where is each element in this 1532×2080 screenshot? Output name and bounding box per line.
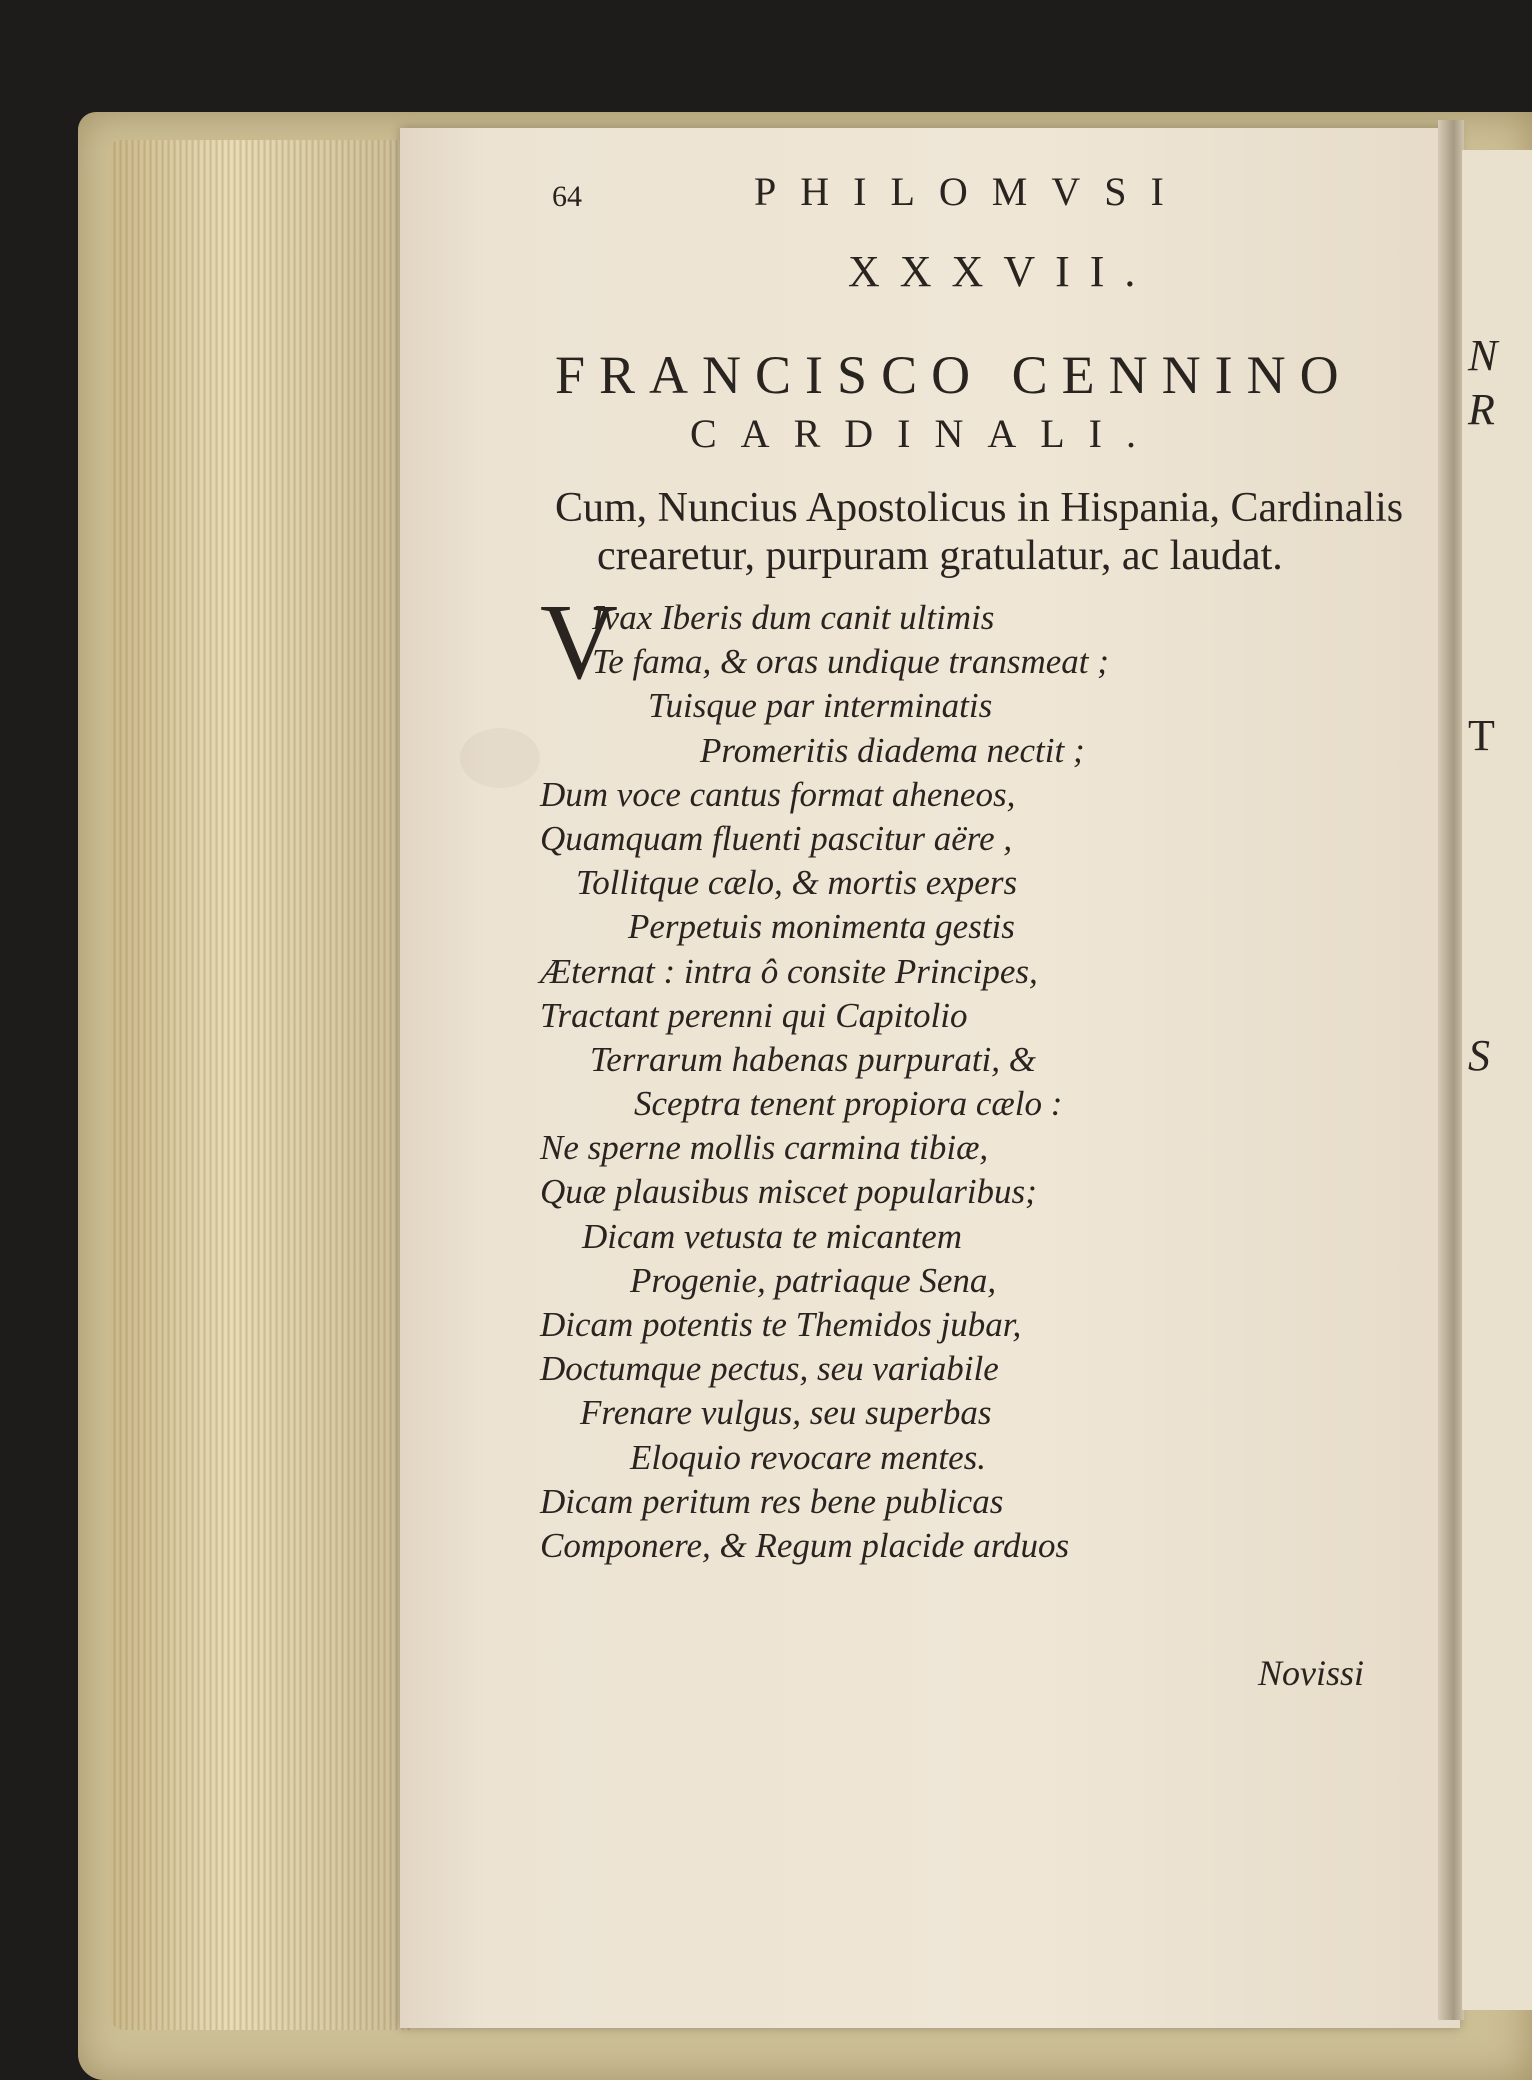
verse-line: Quæ plausibus miscet popularibus; <box>540 1172 1037 1212</box>
facing-page-fragment: R <box>1468 385 1495 434</box>
verse-line: Dicam peritum res bene publicas <box>540 1481 1004 1521</box>
book-page <box>400 128 1460 2028</box>
verse-line: Ivax Iberis dum canit ultimis <box>592 598 995 637</box>
verse-line: Terrarum habenas purpurati, & <box>590 1039 1036 1079</box>
page-stain <box>460 728 540 788</box>
verse-line: Dicam vetusta te micantem <box>582 1216 963 1256</box>
verse-line: Quamquam fluenti pascitur aëre , <box>540 818 1013 858</box>
verse-line: Frenare vulgus, seu superbas <box>580 1393 992 1433</box>
verse-line: Promeritis diadema nectit ; <box>700 730 1085 770</box>
facing-page-fragment: S <box>1468 1031 1490 1080</box>
page-edges-shadow <box>110 140 410 2030</box>
verse-line: Doctumque pectus, seu variabile <box>540 1349 999 1389</box>
argument-line: crearetur, purpuram gratulatur, ac laudat. <box>597 533 1283 579</box>
running-title: PHILOMVSI <box>754 169 1188 214</box>
verse-line: Eloquio revocare mentes. <box>630 1437 987 1477</box>
poem-number: XXXVII. <box>848 247 1156 296</box>
verse-line: Progenie, patriaque Sena, <box>630 1260 997 1300</box>
book-gutter <box>1438 120 1464 2020</box>
poem-argument <box>555 484 1435 580</box>
facing-page-fragment: T <box>1468 711 1495 760</box>
drop-capital: V <box>540 583 618 702</box>
verse-line: Tollitque cælo, & mortis expers <box>576 863 1018 903</box>
verse-line: Tuisque par interminatis <box>648 686 993 726</box>
argument-line: Cum, Nuncius Apostolicus in Hispania, Cardinalis <box>555 485 1404 531</box>
verse-line: Te fama, & oras undique transmeat ; <box>592 642 1109 682</box>
poem-body <box>540 583 1420 1568</box>
verse-line: Perpetuis monimenta gestis <box>628 907 1015 947</box>
running-head <box>400 168 1460 218</box>
page-number: 64 <box>552 180 582 213</box>
verse-line: Tractant perenni qui Capitolio <box>540 995 968 1035</box>
verse-line: Æternat : intra ô consite Principes, <box>540 951 1038 991</box>
verse-line: Componere, & Regum placide arduos <box>540 1525 1070 1565</box>
verse-line: Dicam potentis te Themidos jubar, <box>540 1305 1022 1344</box>
facing-page-fragment: N <box>1468 331 1498 380</box>
facing-page-edge <box>1462 150 1532 2010</box>
addressee-name: FRANCISCO CENNINO <box>555 345 1353 405</box>
verse-line: Ne sperne mollis carmina tibiæ, <box>540 1128 989 1168</box>
addressee-title: CARDINALI. <box>690 411 1160 456</box>
verse-line: Dum voce cantus format aheneos, <box>540 774 1016 814</box>
catchword: Novissi <box>1258 1653 1365 1693</box>
verse-line: Sceptra tenent propiora cælo : <box>634 1084 1063 1124</box>
